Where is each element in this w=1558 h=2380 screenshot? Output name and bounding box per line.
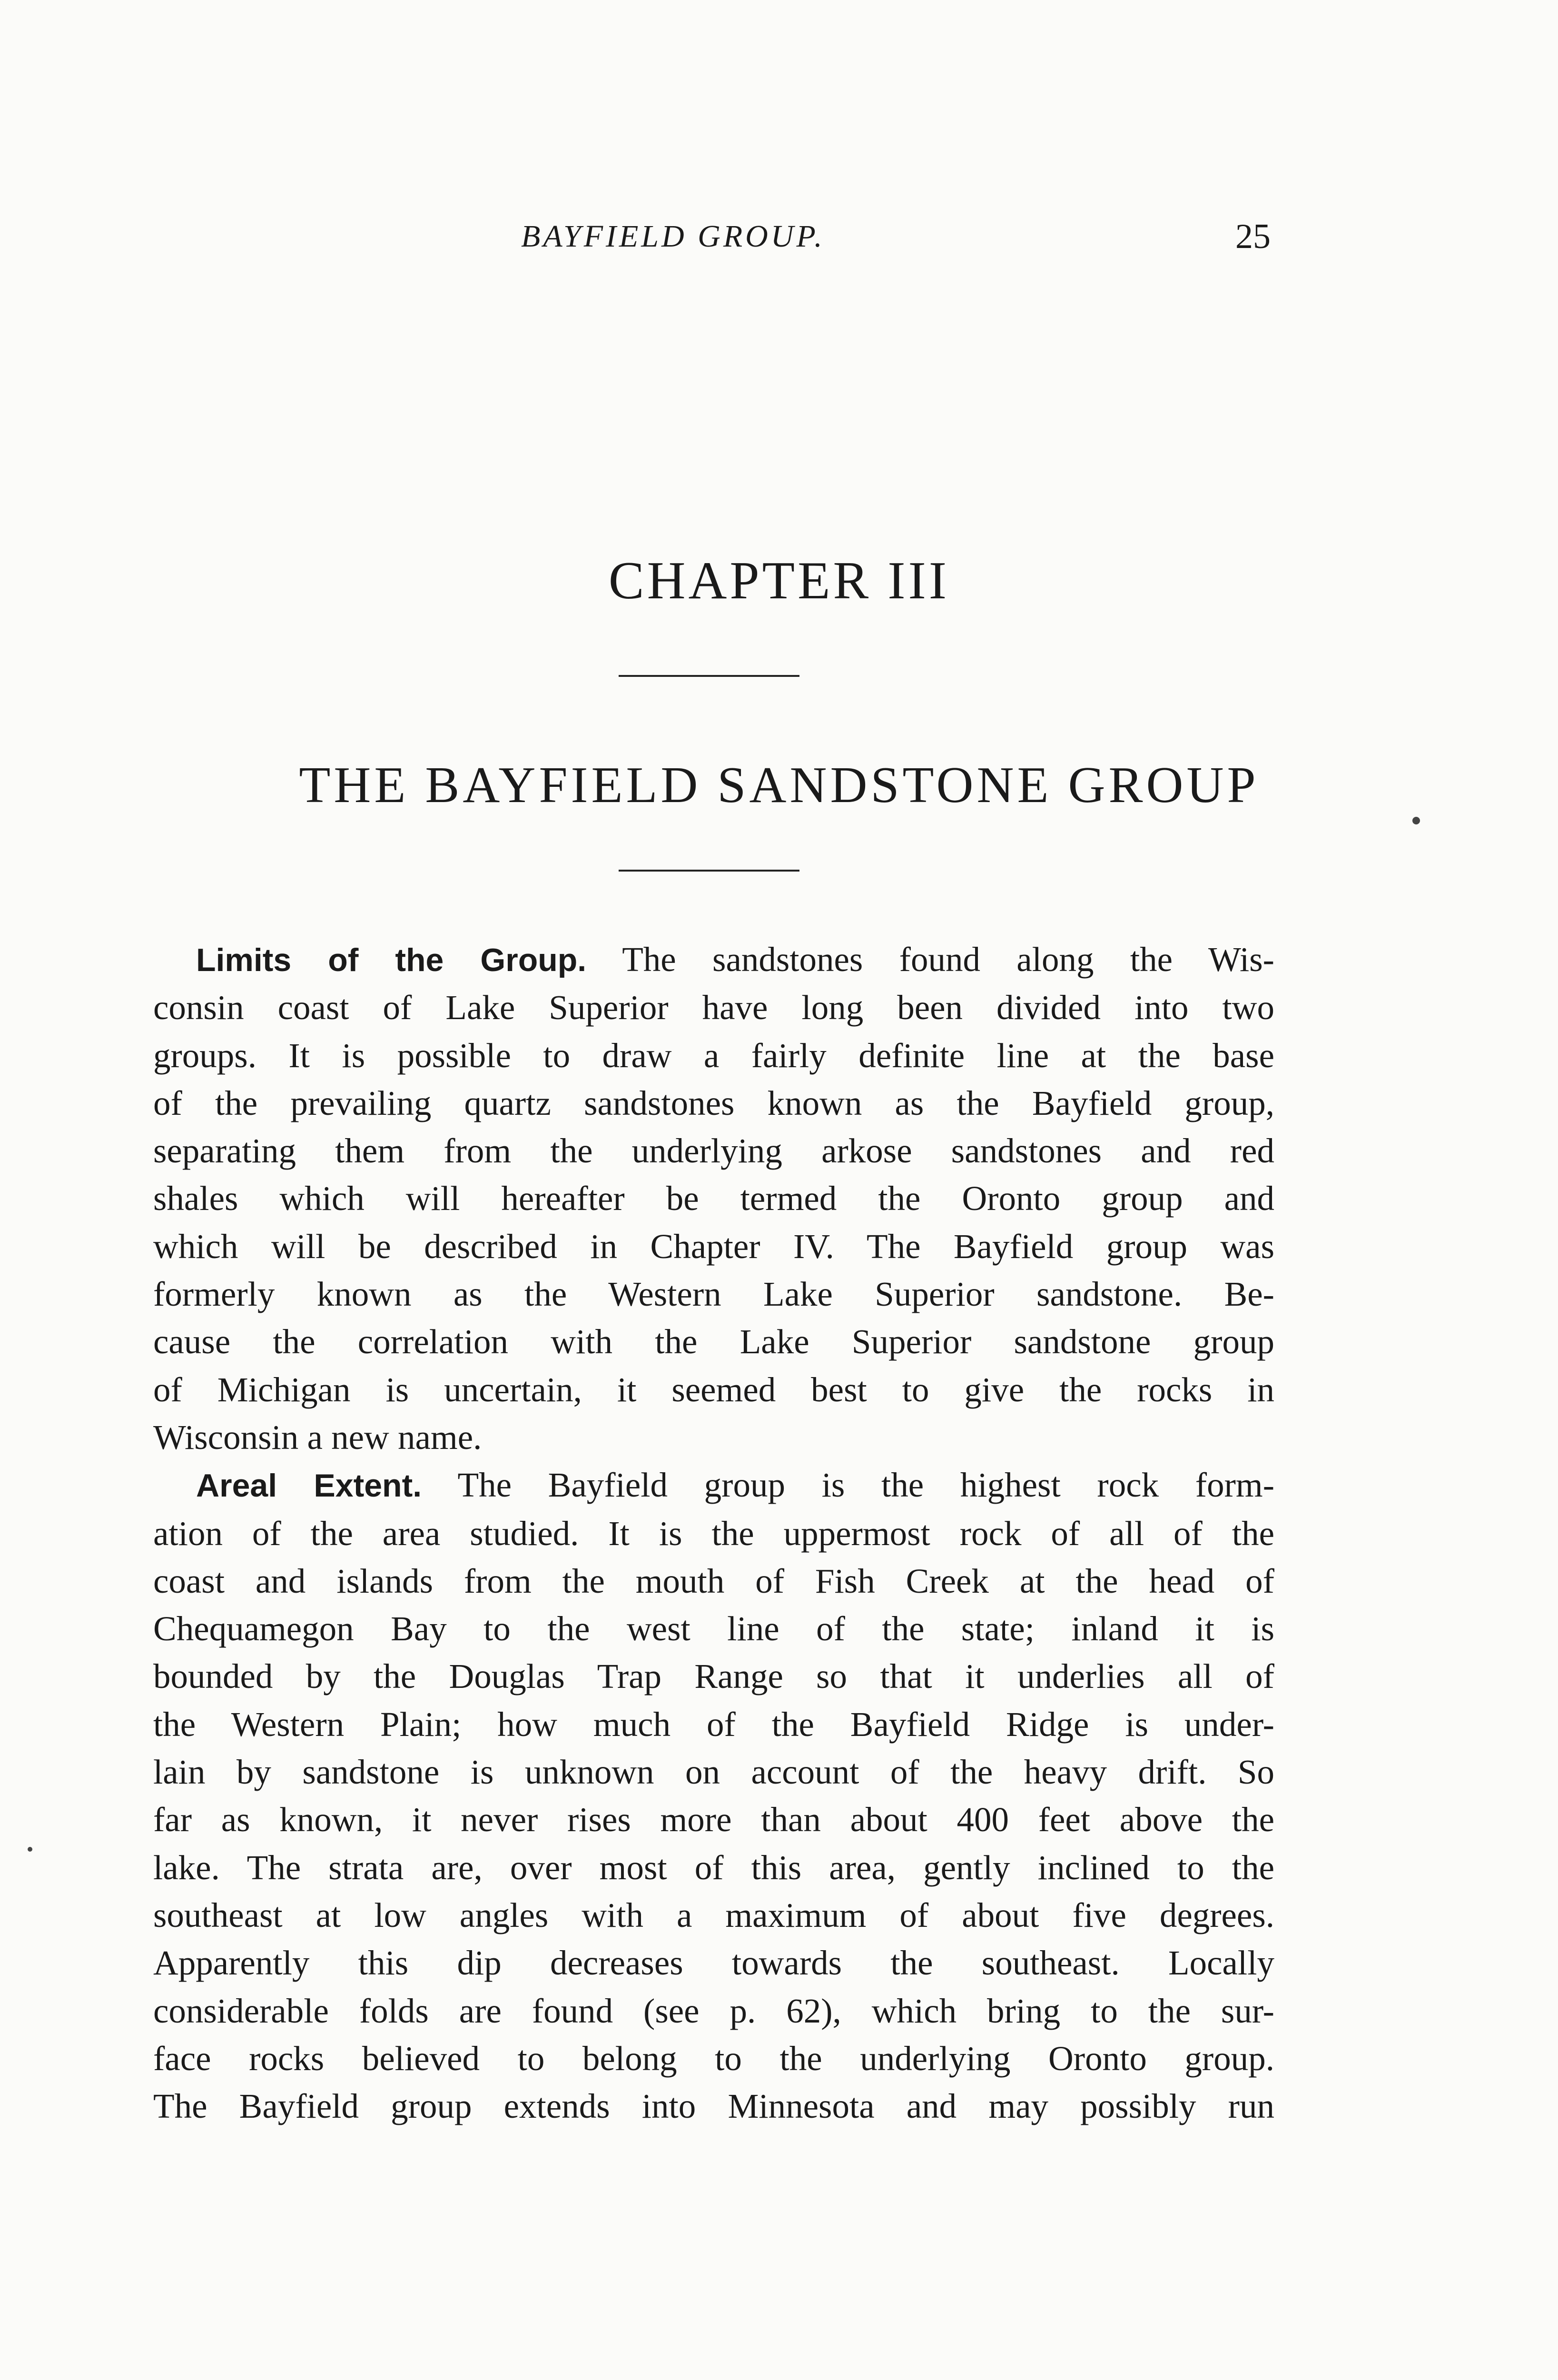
text-line: Wisconsin a new name.: [153, 1418, 482, 1457]
text-line: bounded by the Douglas Trap Range so that it underlies all of: [153, 1657, 1274, 1696]
text-line: separating them from the underlying arkose sandstones and red: [153, 1131, 1274, 1170]
text-line: which will be described in Chapter IV. The Bayfield group was: [153, 1227, 1274, 1266]
text-line: southeast at low angles with a maximum of about five degrees.: [153, 1895, 1274, 1934]
text-line: consin coast of Lake Superior have long been divided into two: [153, 988, 1274, 1027]
section-limits-of-the-group: [153, 936, 1274, 1461]
text-line: lake. The strata are, over most of this area, gently inclined to the: [153, 1848, 1274, 1887]
print-speck: [1412, 817, 1420, 824]
section-areal-extent: [153, 1461, 1274, 2130]
text-line: ation of the area studied. It is the uppermost rock of all of the: [153, 1514, 1274, 1553]
body-text: [153, 936, 1274, 2130]
text-line: groups. It is possible to draw a fairly definite line at the base: [153, 1036, 1274, 1075]
text-line: lain by sandstone is unknown on account of the heavy drift. So: [153, 1753, 1274, 1792]
section-heading: Limits of the Group.: [196, 942, 587, 978]
text-line: [153, 936, 1274, 984]
text-line: Apparently this dip decreases towards the southeast. Locally: [153, 1944, 1274, 1983]
chapter-rule-top: [619, 675, 799, 677]
text-line: of the prevailing quartz sandstones known as the Bayfield group,: [153, 1083, 1274, 1122]
section-heading: Areal Extent.: [196, 1468, 422, 1504]
text-line-content: The sandstones found along the Wis-: [586, 940, 1274, 979]
text-line: Chequamegon Bay to the west line of the state; inland it is: [153, 1609, 1274, 1648]
text-line: the Western Plain; how much of the Bayfield Ridge is under-: [153, 1705, 1274, 1744]
text-line: formerly known as the Western Lake Superior sandstone. Be-: [153, 1275, 1274, 1314]
print-speck: [28, 1847, 32, 1852]
running-header: [0, 215, 1558, 258]
text-line: shales which will hereafter be termed the Oronto group and: [153, 1179, 1274, 1218]
text-line: The Bayfield group extends into Minnesota and may possibly run: [153, 2087, 1274, 2126]
chapter-title: THE BAYFIELD SANDSTONE GROUP: [299, 757, 1259, 813]
text-line: far as known, it never rises more than about 400 feet above the: [153, 1800, 1274, 1839]
text-line: coast and islands from the mouth of Fish Creek at the head of: [153, 1561, 1274, 1600]
running-title: BAYFIELD GROUP.: [521, 219, 825, 254]
chapter-rule-bottom: [619, 870, 799, 872]
text-line-content: The Bayfield group is the highest rock form-: [422, 1466, 1275, 1505]
text-line: considerable folds are found (see p. 62), which bring to the sur-: [153, 1991, 1274, 2030]
page-number: 25: [1235, 217, 1271, 256]
text-line: cause the correlation with the Lake Superior sandstone group: [153, 1322, 1274, 1361]
text-line: [153, 1461, 1274, 1509]
text-line: face rocks believed to belong to the underlying Oronto group.: [153, 2039, 1274, 2078]
text-line: of Michigan is uncertain, it seemed best to give the rocks in: [153, 1370, 1274, 1409]
chapter-heading: CHAPTER III: [608, 551, 950, 610]
